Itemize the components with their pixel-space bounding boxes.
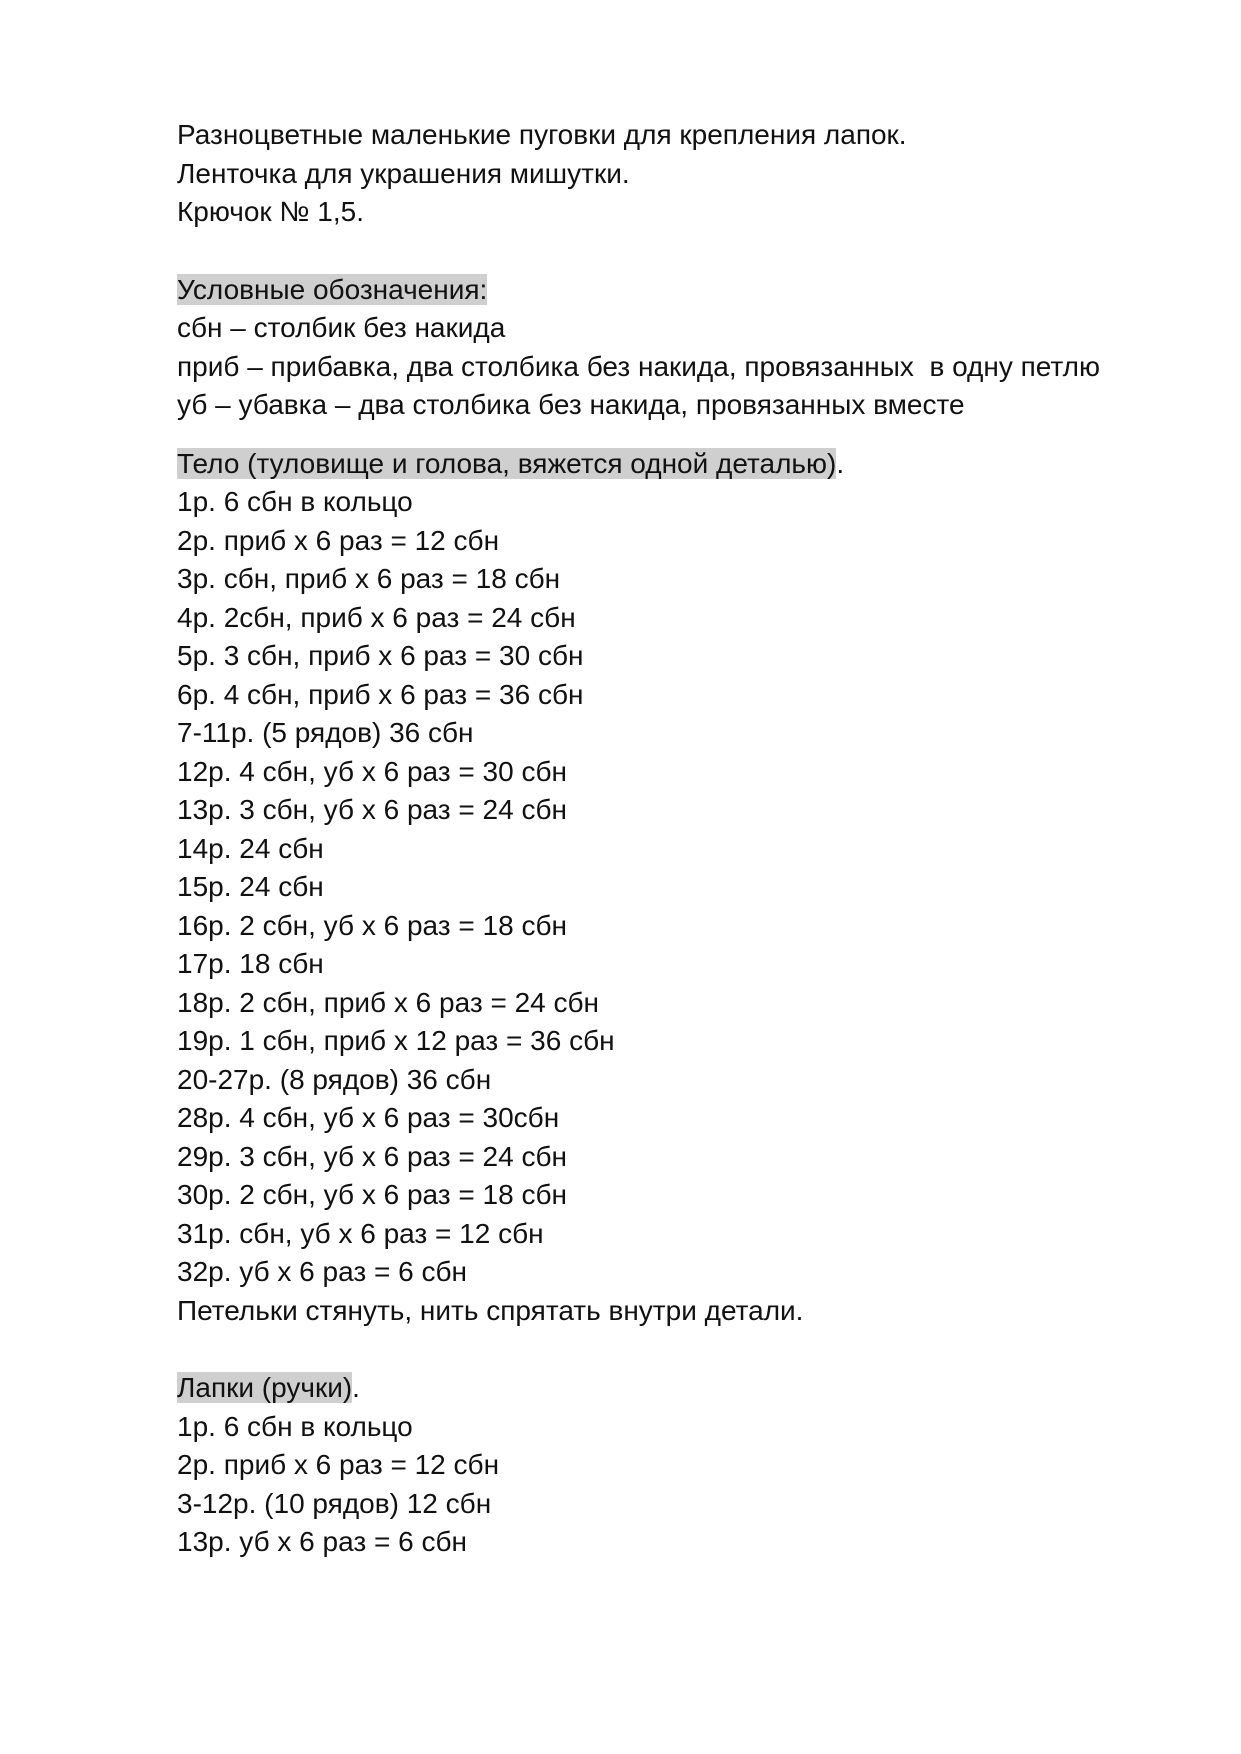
- legend-item: уб – убавка – два столбика без накида, провязанных вместе: [177, 389, 965, 420]
- pattern-row: 2р. приб х 6 раз = 12 сбн: [177, 524, 500, 556]
- body-heading-period: .: [836, 447, 845, 479]
- pattern-row: 31р. сбн, уб х 6 раз = 12 сбн: [177, 1217, 544, 1249]
- intro-block: [177, 116, 1197, 232]
- pattern-row: 2р. приб х 6 раз = 12 сбн: [177, 1449, 500, 1480]
- paws-heading: Лапки (ручки): [177, 1372, 353, 1403]
- pattern-row: 16р. 2 сбн, уб х 6 раз = 18 сбн: [177, 909, 567, 941]
- pattern-row: 7-11р. (5 рядов) 36 сбн: [177, 717, 474, 748]
- pattern-row: 13р. уб х 6 раз = 6 сбн: [177, 1526, 467, 1557]
- intro-line: Крючок № 1,5.: [177, 196, 364, 227]
- paws-section: [177, 1369, 1197, 1562]
- pattern-row: 1р. 6 сбн в кольцо: [177, 1410, 413, 1442]
- pattern-row: 18р. 2 сбн, приб х 6 раз = 24 сбн: [177, 986, 600, 1018]
- pattern-row: 30р. 2 сбн, уб х 6 раз = 18 сбн: [177, 1179, 567, 1210]
- pattern-row: 15р. 24 сбн: [177, 871, 324, 902]
- pattern-row: 17р. 18 сбн: [177, 948, 324, 979]
- pattern-row: 12р. 4 сбн, уб х 6 раз = 30 сбн: [177, 755, 567, 787]
- pattern-row: 6р. 4 сбн, приб х 6 раз = 36 сбн: [177, 678, 584, 710]
- intro-line: Разноцветные маленькие пуговки для крепления лапок.: [177, 119, 907, 150]
- legend-item: сбн – столбик без накида: [177, 312, 506, 343]
- pattern-row: 32р. уб х 6 раз = 6 сбн: [177, 1256, 467, 1287]
- legend-block: [177, 271, 1197, 425]
- pattern-row: 19р. 1 сбн, приб х 12 раз = 36 сбн: [177, 1025, 615, 1056]
- pattern-row: 4р. 2сбн, приб х 6 раз = 24 сбн: [177, 601, 576, 633]
- paws-rows-list: [177, 1408, 1197, 1562]
- body-section: [177, 445, 1197, 1331]
- pattern-row: Петельки стянуть, нить спрятать внутри детали.: [177, 1294, 804, 1326]
- pattern-row: 1р. 6 сбн в кольцо: [177, 486, 413, 517]
- pattern-row: 5р. 3 сбн, приб х 6 раз = 30 сбн: [177, 640, 584, 671]
- body-rows-list: [177, 483, 1197, 1330]
- pattern-row: 29р. 3 сбн, уб х 6 раз = 24 сбн: [177, 1140, 567, 1172]
- pattern-row: 14р. 24 сбн: [177, 832, 324, 864]
- legend-heading-line: [177, 271, 1197, 310]
- legend-item: приб – прибавка, два столбика без накида, провязанных в одну петлю: [177, 350, 1100, 382]
- pattern-row: 3р. сбн, приб х 6 раз = 18 сбн: [177, 563, 561, 594]
- body-heading: Тело (туловище и голова, вяжется одной деталью): [177, 447, 837, 479]
- pattern-row: 28р. 4 сбн, уб х 6 раз = 30сбн: [177, 1102, 560, 1133]
- pattern-row: 13р. 3 сбн, уб х 6 раз = 24 сбн: [177, 794, 567, 825]
- legend-heading: Условные обозначения:: [177, 273, 488, 305]
- pattern-row: 3-12р. (10 рядов) 12 сбн: [177, 1487, 492, 1519]
- document-page: [177, 116, 1197, 1562]
- paws-heading-period: .: [352, 1372, 360, 1403]
- paws-heading-line: [177, 1369, 1197, 1408]
- pattern-row: 20-27р. (8 рядов) 36 сбн: [177, 1063, 492, 1095]
- body-heading-line: [177, 445, 1197, 484]
- intro-line: Ленточка для украшения мишутки.: [177, 157, 630, 189]
